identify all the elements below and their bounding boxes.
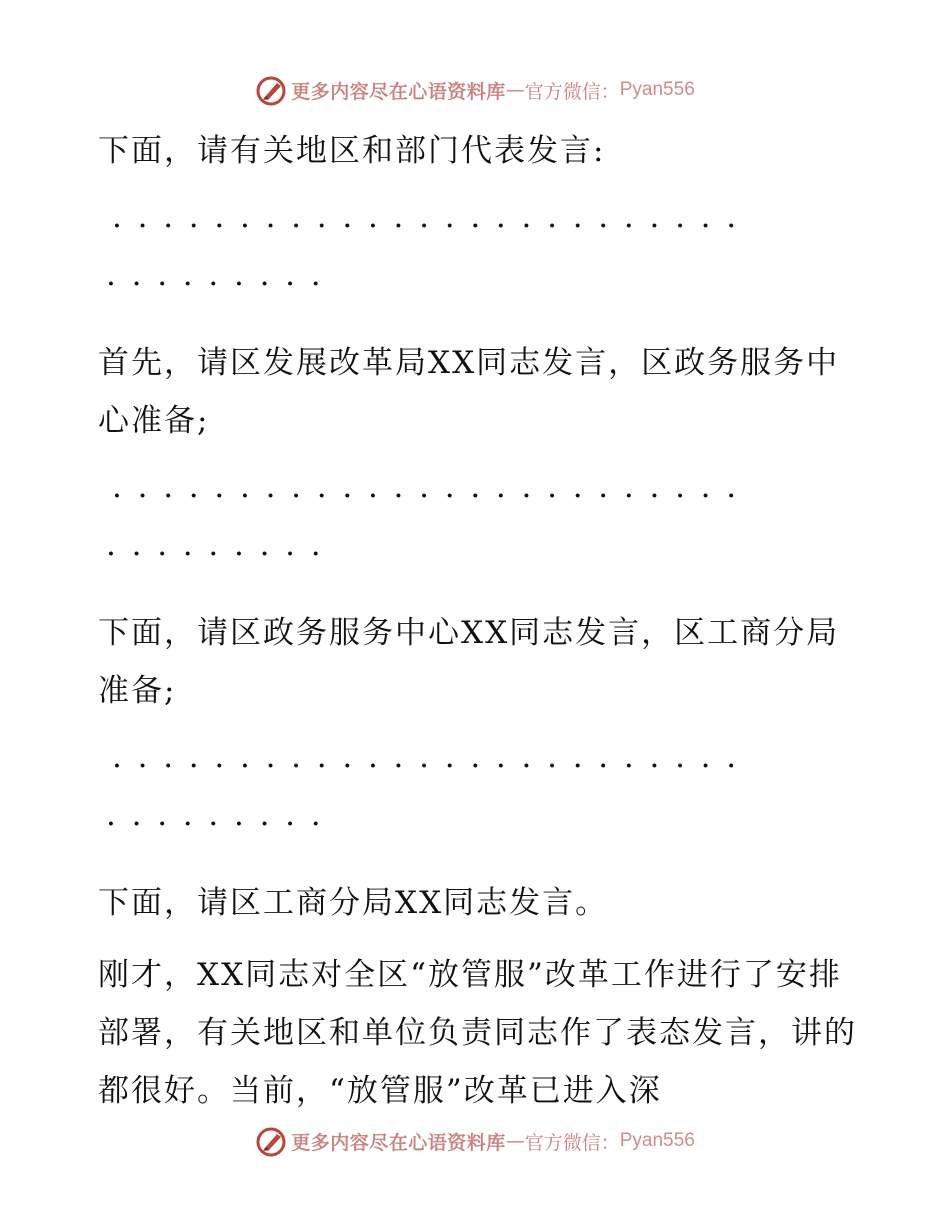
ellipsis-dot: . (285, 797, 296, 833)
watermark-sub-text: 官方微信： (524, 1131, 620, 1154)
ellipsis-dot: . (239, 739, 250, 775)
ellipsis-dot: . (700, 739, 711, 775)
ellipsis-dot: . (623, 469, 634, 505)
ellipsis-dot: . (112, 469, 122, 505)
ellipsis-dot: . (521, 469, 532, 505)
ellipsis-dot: . (316, 199, 327, 235)
ellipsis-dot: . (188, 469, 199, 505)
ellipsis-dot: . (291, 199, 302, 235)
ellipsis-dot: . (188, 739, 199, 775)
ellipsis-dot: . (623, 199, 634, 235)
ellipsis-dot: . (444, 469, 455, 505)
ellipsis-dot: . (310, 797, 321, 833)
ellipsis-dot: . (726, 739, 737, 775)
ellipsis-dot: . (675, 469, 685, 505)
paragraph-4: 下面，请区工商分局XX同志发言。 (98, 885, 609, 921)
header-watermark (0, 72, 950, 108)
ellipsis-dot: . (239, 199, 250, 235)
ellipsis-row (98, 786, 858, 844)
ellipsis-dot: . (419, 199, 429, 235)
ellipsis-dot: . (188, 199, 199, 235)
ellipsis-dot: . (521, 199, 532, 235)
ellipsis-dot: . (367, 199, 378, 235)
ellipsis-dot: . (700, 199, 711, 235)
ellipsis-dot: . (316, 469, 327, 505)
ellipsis-dot: . (106, 527, 116, 563)
watermark-id: Pyan556 (619, 1130, 695, 1151)
ellipsis-dot: . (112, 199, 122, 235)
ellipsis-block-1 (98, 188, 858, 304)
ellipsis-dot: . (598, 739, 609, 775)
ellipsis-dot: . (106, 797, 116, 833)
ellipsis-dot: . (285, 257, 296, 293)
ellipsis-dot: . (208, 257, 219, 293)
ellipsis-dot: . (182, 527, 193, 563)
ellipsis-dot: . (316, 739, 327, 775)
ellipsis-dot: . (259, 527, 270, 563)
ellipsis-dot: . (233, 257, 244, 293)
ellipsis-dot: . (342, 199, 353, 235)
ellipsis-dot: . (265, 739, 276, 775)
watermark-separator: — (505, 1130, 525, 1152)
ellipsis-dot: . (547, 469, 557, 505)
ellipsis-dot: . (106, 257, 116, 293)
ellipsis-dot: . (157, 797, 168, 833)
ellipsis-dot: . (572, 199, 583, 235)
ellipsis-dot: . (470, 199, 481, 235)
ellipsis-dot: . (675, 739, 685, 775)
ellipsis-dot: . (675, 199, 685, 235)
ellipsis-dot: . (259, 797, 270, 833)
ellipsis-dot: . (367, 739, 378, 775)
watermark-main-text: 更多内容尽在心语资料库 (291, 80, 506, 103)
ellipsis-dot: . (547, 199, 557, 235)
watermark-separator: — (505, 79, 525, 101)
ellipsis-dot: . (649, 739, 660, 775)
ellipsis-dot: . (726, 469, 737, 505)
ellipsis-dot: . (495, 199, 506, 235)
ellipsis-dot: . (521, 739, 532, 775)
ellipsis-dot: . (649, 469, 660, 505)
ellipsis-dot: . (700, 469, 711, 505)
ellipsis-row (98, 728, 858, 786)
ellipsis-dot: . (265, 199, 276, 235)
ellipsis-dot: . (572, 469, 583, 505)
ellipsis-row (98, 188, 858, 246)
ellipsis-dot: . (214, 199, 225, 235)
ellipsis-dot: . (444, 199, 455, 235)
watermark-sub-text: 官方微信： (524, 80, 620, 103)
ellipsis-dot: . (598, 469, 609, 505)
ellipsis-dot: . (131, 527, 142, 563)
ellipsis-dot: . (310, 257, 321, 293)
ellipsis-dot: . (163, 739, 174, 775)
ellipsis-dot: . (495, 469, 506, 505)
ellipsis-dot: . (137, 199, 148, 235)
ellipsis-dot: . (182, 797, 193, 833)
ellipsis-row (98, 516, 858, 574)
ellipsis-block-2 (98, 458, 858, 574)
ellipsis-dot: . (419, 469, 429, 505)
ellipsis-dot: . (598, 199, 609, 235)
ellipsis-dot: . (470, 469, 481, 505)
ellipsis-dot: . (208, 527, 219, 563)
ellipsis-dot: . (182, 257, 193, 293)
ellipsis-dot: . (157, 257, 168, 293)
watermark-id: Pyan556 (619, 79, 695, 100)
ellipsis-dot: . (726, 199, 737, 235)
ellipsis-dot: . (157, 527, 168, 563)
ellipsis-block-3 (98, 728, 858, 844)
ellipsis-dot: . (572, 739, 583, 775)
ellipsis-dot: . (239, 469, 250, 505)
ellipsis-row (98, 246, 858, 304)
ellipsis-dot: . (649, 199, 660, 235)
pen-logo-icon (255, 74, 287, 106)
ellipsis-dot: . (495, 739, 506, 775)
ellipsis-dot: . (214, 739, 225, 775)
paragraph-2: 首先，请区发展改革局XX同志发言，区政务服务中心准备; (98, 345, 840, 439)
ellipsis-dot: . (547, 739, 557, 775)
paragraph-1: 下面，请有关地区和部门代表发言: (98, 133, 606, 169)
ellipsis-dot: . (259, 257, 270, 293)
ellipsis-row (98, 458, 858, 516)
ellipsis-dot: . (112, 739, 122, 775)
watermark-main-text: 更多内容尽在心语资料库 (291, 1131, 506, 1154)
ellipsis-dot: . (291, 739, 302, 775)
ellipsis-dot: . (393, 739, 404, 775)
ellipsis-dot: . (367, 469, 378, 505)
ellipsis-dot: . (342, 739, 353, 775)
ellipsis-dot: . (291, 469, 302, 505)
paragraph-3: 下面，请区政务服务中心XX同志发言，区工商分局准备; (98, 615, 840, 709)
ellipsis-dot: . (419, 739, 429, 775)
paragraph-5: 刚才，XX同志对全区“放管服”改革工作进行了安排部署，有关地区和单位负责同志作了表态发言，讲的都很好。当前，“放管服”改革已进入深 (98, 957, 857, 1109)
ellipsis-dot: . (137, 469, 148, 505)
ellipsis-dot: . (208, 797, 219, 833)
ellipsis-dot: . (623, 739, 634, 775)
ellipsis-dot: . (470, 739, 481, 775)
ellipsis-dot: . (265, 469, 276, 505)
ellipsis-dot: . (233, 797, 244, 833)
ellipsis-dot: . (163, 469, 174, 505)
ellipsis-dot: . (214, 469, 225, 505)
document-body (98, 122, 858, 1120)
pen-logo-icon (255, 1125, 287, 1157)
ellipsis-dot: . (285, 527, 296, 563)
ellipsis-dot: . (393, 199, 404, 235)
ellipsis-dot: . (444, 739, 455, 775)
ellipsis-dot: . (131, 797, 142, 833)
ellipsis-dot: . (163, 199, 174, 235)
ellipsis-dot: . (310, 527, 321, 563)
footer-watermark (0, 1123, 950, 1159)
ellipsis-dot: . (137, 739, 148, 775)
ellipsis-dot: . (393, 469, 404, 505)
ellipsis-dot: . (131, 257, 142, 293)
ellipsis-dot: . (342, 469, 353, 505)
ellipsis-dot: . (233, 527, 244, 563)
